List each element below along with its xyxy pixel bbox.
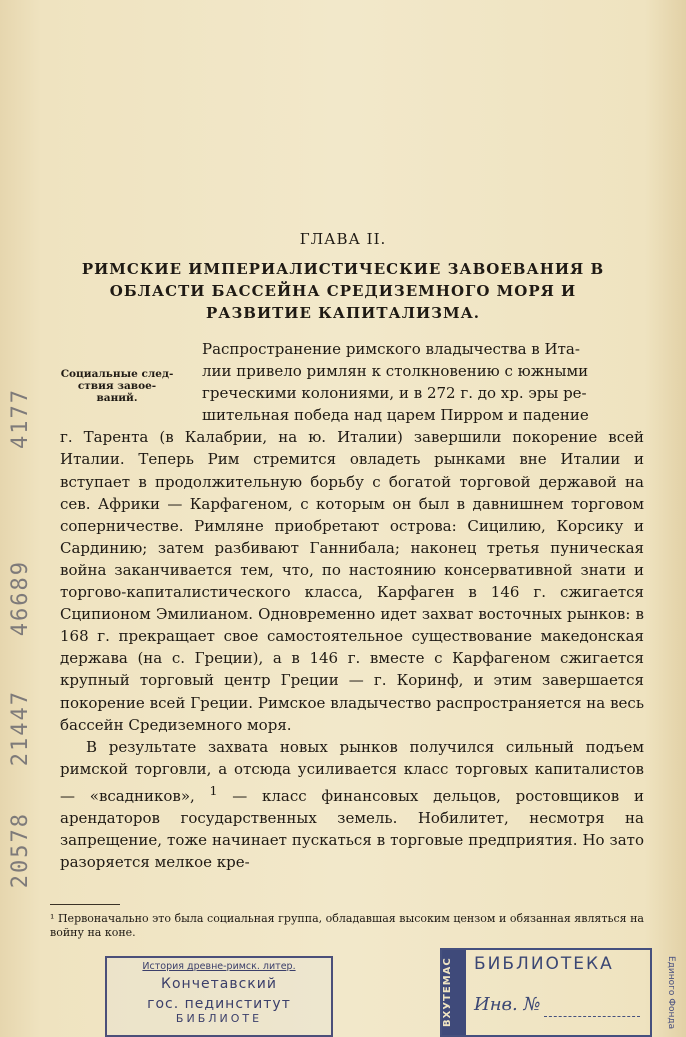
library-stamp-right (440, 948, 652, 1037)
stamp-library-heading: БИБЛИОТЕКА (474, 954, 614, 974)
wrapped-lines (60, 360, 644, 426)
stamp-institution: гос. пединститут (147, 996, 291, 1012)
stamp-inventory-label: Инв. № (474, 994, 541, 1015)
footnote-reference: 1 (209, 782, 218, 798)
stamp-edge-text: Единого Фонда (666, 955, 676, 1030)
stamp-name: Кончетавский (161, 976, 277, 992)
pencil-mark: 46689 (8, 560, 33, 637)
text-line: шительная победа над царем Пирром и падение (202, 406, 589, 425)
stamp-top-line: История древне-римск. литер. (142, 961, 296, 972)
pencil-mark: 21447 (8, 690, 33, 767)
footnote: ¹ Первоначально это была социальная группа, обладавшая высоким цензом и обязанная являться на войну на коне. (50, 912, 644, 939)
margin-note-line: ваний. (96, 392, 138, 404)
paragraph-2-text: В результате захвата новых рынков получился сильный подъем римской торговли, а отсюда усиливается класс торговых капиталистов — «всадников», (60, 737, 644, 805)
library-stamp-left (105, 956, 333, 1037)
text-line: лии привело римлян к столкновению с южными (202, 362, 589, 381)
pencil-mark: 20578 (8, 812, 33, 889)
body-text (60, 338, 644, 873)
stamp-side-label: ВХУТЕМАС (442, 950, 466, 1035)
paragraph-2-text-continued: — класс финансовых дельцов, ростовщиков и арендаторов государственных земель. Нобилитет, несмотря на запрещение, тоже начинает пускаться в торговые предприятия. Но зато разоряется мелкое кре- (60, 786, 644, 872)
pencil-mark: 4177 (8, 388, 33, 449)
margin-note-line: ствия завое- (77, 380, 157, 392)
text-line: греческими колониями, и в 272 г. до хр. эры ре- (202, 384, 587, 403)
paragraph-first-line: Распространение римского владычества в Ита- (202, 340, 580, 358)
stamp-library: БИБЛИОТЕ (175, 1012, 263, 1025)
chapter-title: РИМСКИЕ ИМПЕРИАЛИСТИЧЕСКИЕ ЗАВОЕВАНИЯ В ОБЛАСТИ БАССЕЙНА СРЕДИЗЕМНОГО МОРЯ И РАЗВИТИЕ КАПИТАЛИЗМА. (81, 260, 605, 322)
paragraph-1-rest: г. Тарента (в Калабрии, на ю. Италии) завершили покорение всей Италии. Теперь Рим стремится овладеть рынками вне Италии и вступает в продолжительную борьбу с богатой торговой державой на сев. Африки — Карфагеном, с которым он был в давнишнем торговом соперничестве. Римляне приобретают острова: Сицилию, Корсику и Сардинию; затем разбивают Ганнибала; наконец третья пуническая война заканчивается тем, что, по настоянию консервативной знати и торгово-капиталистического класса, Карфаген в 146 г. сжигается Сципионом Эмилианом. Одновременно идет захват восточных рынков: в 168 г. прекращает свое самостоятельное существование македонская держава (на с. Греции), а в 146 г. вместе с Карфагеном сжигается крупный торговый центр Греции — г. Коринф, и этим завершается покорение всей Греции. Римское владычество распространяется на весь бассейн Средиземного моря. (60, 428, 644, 734)
margin-note-line: Социальные след- (60, 368, 174, 380)
paragraph-2 (60, 736, 644, 874)
chapter-heading: ГЛАВА II. (299, 230, 387, 248)
